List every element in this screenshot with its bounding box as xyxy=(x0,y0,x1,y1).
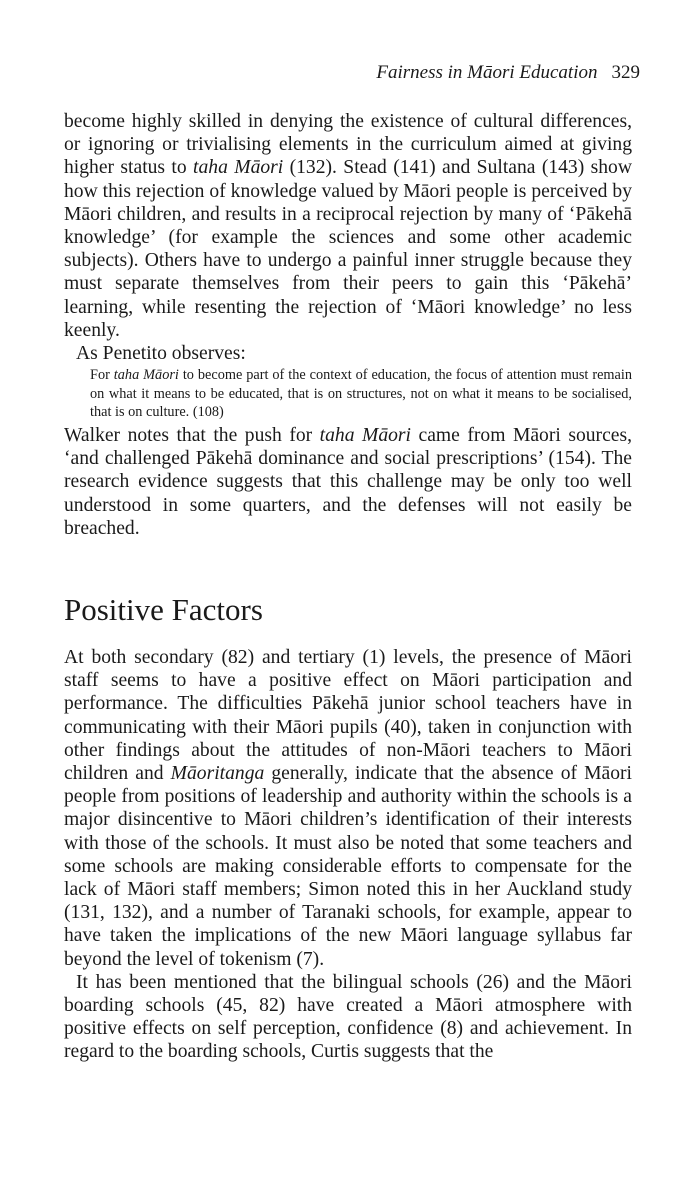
italic-term: taha Māori xyxy=(113,367,179,384)
paragraph-text: Walker notes that the push for xyxy=(64,425,320,447)
paragraph-staff xyxy=(64,646,632,971)
body-text-top xyxy=(64,110,632,540)
page-number: 329 xyxy=(611,62,640,83)
body-text-bottom xyxy=(64,646,632,1064)
paragraph-text: (132). Stead (141) and Sultana (143) show how this rejection of knowledge valued by Māori people is perceived by Māori children, and results in a reciprocal rejection by many of ‘Pākehā knowledge’ (for example the sciences and some other academic subjects). Others have to undergo a painful inner struggle because they must separate themselves from their peers to gain this ‘Pākehā’ learning, while resenting the rejection of ‘Māori knowledge’ no less keenly. xyxy=(64,157,632,341)
section-heading: Positive Factors xyxy=(64,592,263,627)
paragraph-text: become highly skilled in denying the existence of cultural differences, or ignoring or trivialising elements in the curriculum aimed at giving higher status to xyxy=(64,111,632,179)
italic-term: Māoritanga xyxy=(170,763,265,785)
paragraph-walker xyxy=(64,424,632,540)
italic-term: taha Māori xyxy=(193,157,284,179)
running-title: Fairness in Māori Education xyxy=(376,62,598,83)
paragraph-text: came from Māori sources, ‘and challenged Pākehā dominance and social prescriptions’ (154). The research evidence suggests that this challenge may be only too well understood in some quarters, and the defenses will not easily be breached. xyxy=(64,425,632,539)
running-head xyxy=(376,62,640,84)
paragraph-bilingual: It has been mentioned that the bilingual schools (26) and the Māori boarding schools (45, 82) have created a Māori atmosphere with positive effects on self perception, confidence (8) and achievement. In regard to the boarding schools, Curtis suggests that the xyxy=(64,971,632,1063)
paragraph-continued xyxy=(64,110,632,342)
quote-text: to become part of the context of education, the focus of attention must remain on what it means to be educated, that is on structures, not on what it means to be socialised, that is on culture. (108) xyxy=(90,367,633,421)
paragraph-intro-quote: As Penetito observes: xyxy=(76,343,246,365)
paragraph-text: At both secondary (82) and tertiary (1) levels, the presence of Māori staff seems to have a positive effect on Māori participation and performance. The difficulties Pākehā junior school teachers have in communicating with their Māori pupils (40), taken in conjunction with other findings about the attitudes of non-Māori teachers to Māori children and xyxy=(64,647,632,785)
block-quote xyxy=(90,365,632,424)
italic-term: taha Māori xyxy=(319,425,411,447)
paragraph-text: generally, indicate that the absence of Māori people from positions of leadership and authority within the schools is a major disincentive to Māori children’s identification of their interests with those of the schools. It must also be noted that some teachers and some schools are making considerable efforts to compensate for the lack of Māori staff members; Simon noted this in her Auckland study (131, 132), and a number of Taranaki schools, for example, appear to have taken the implications of the new Māori language syllabus far beyond the level of tokenism (7). xyxy=(64,763,632,970)
quote-text: For xyxy=(90,367,114,384)
